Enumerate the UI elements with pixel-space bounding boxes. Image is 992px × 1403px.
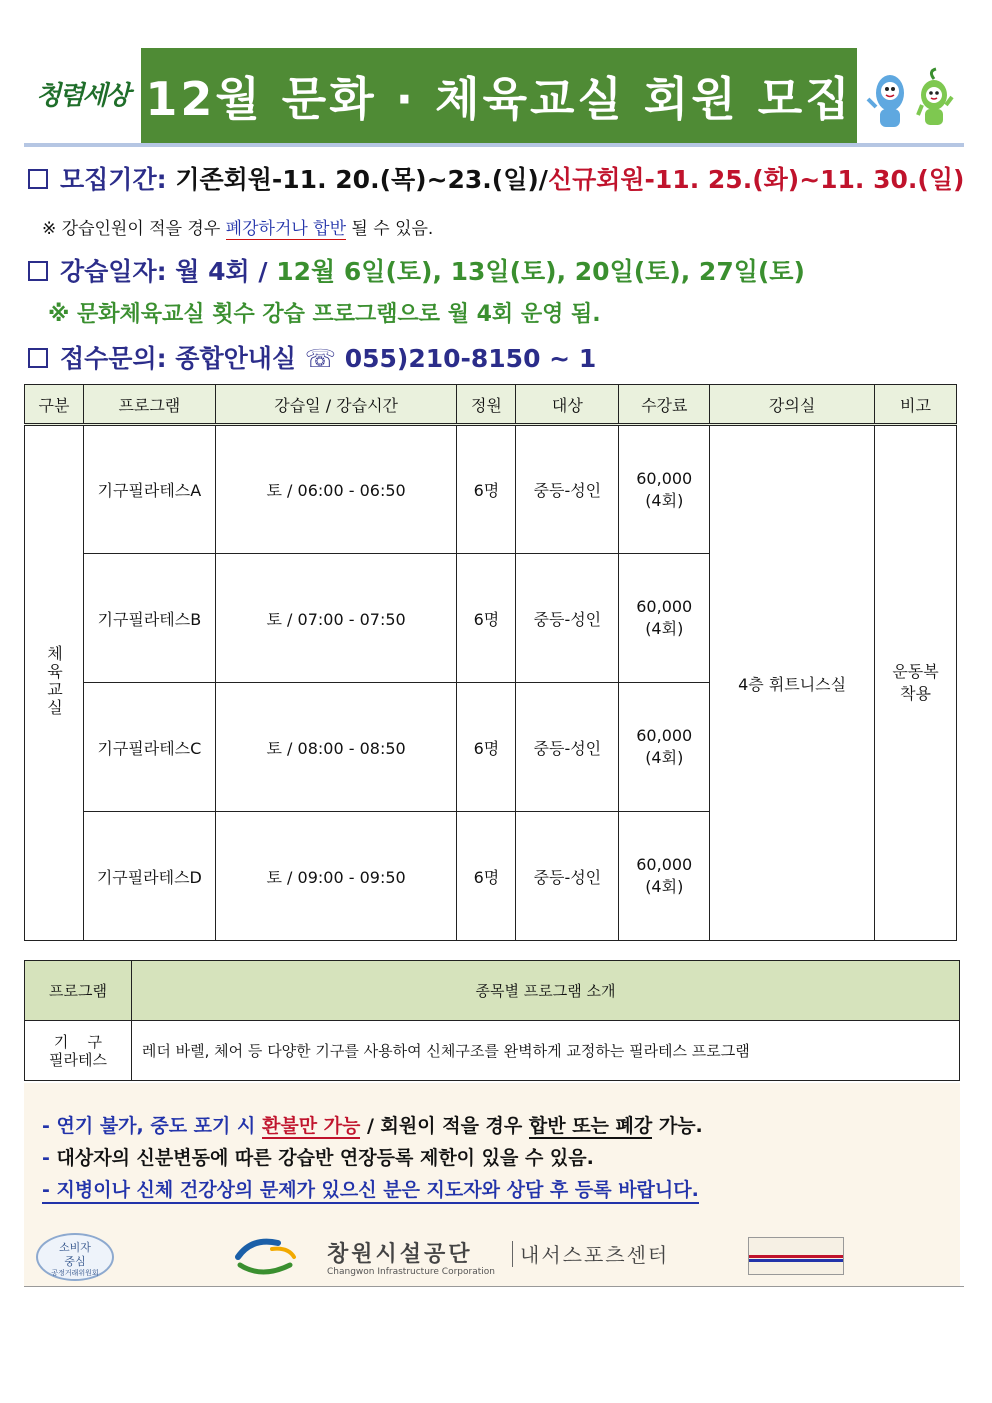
notice-line-health: - 지병이나 신체 건강상의 문제가 있으신 분은 지도자와 상담 후 등록 바랍니다. bbox=[42, 1175, 699, 1204]
table-row bbox=[25, 425, 957, 554]
header-divider bbox=[24, 143, 964, 147]
consumer-line2: 중심 bbox=[64, 1254, 86, 1268]
certification-mark-icon bbox=[748, 1237, 844, 1275]
intro-header-program: 프로그램 bbox=[25, 961, 132, 1021]
fee-amount: 60,000 bbox=[636, 597, 693, 616]
target-cell: 중등-성인 bbox=[516, 812, 619, 941]
checkbox-square-icon bbox=[28, 169, 48, 189]
room-cell: 4층 휘트니스실 bbox=[710, 425, 875, 941]
fee-cell bbox=[619, 425, 710, 554]
consumer-line1: 소비자 bbox=[59, 1241, 91, 1254]
capacity-cell: 6명 bbox=[457, 554, 516, 683]
col-header-room: 강의실 bbox=[710, 385, 875, 425]
fee-note: (4회) bbox=[645, 490, 684, 510]
corporation-name: 창원시설공단 bbox=[327, 1242, 473, 1267]
col-header-capacity: 정원 bbox=[457, 385, 516, 425]
intro-program-name bbox=[25, 1021, 132, 1081]
capacity-cell: 6명 bbox=[457, 812, 516, 941]
schedule-label: 강습일자: 월 4회 / bbox=[60, 257, 268, 286]
contact-text: 접수문의: 종합안내실 ☏ 055)210-8150 ~ 1 bbox=[60, 344, 597, 373]
notice-box bbox=[24, 1083, 960, 1286]
time-cell: 토 / 06:00 - 06:50 bbox=[215, 425, 457, 554]
recruitment-period bbox=[28, 160, 964, 196]
col-header-target: 대상 bbox=[516, 385, 619, 425]
logo-text: 청렴세상 bbox=[36, 81, 129, 111]
intro-header-intro: 종목별 프로그램 소개 bbox=[131, 961, 959, 1021]
corporation-emblem-icon bbox=[232, 1235, 312, 1281]
capacity-cell: 6명 bbox=[457, 683, 516, 812]
notice2-text: 대상자의 신분변동에 따른 강습반 연장등록 제한이 있을 수 있음. bbox=[56, 1147, 594, 1169]
col-header-program: 프로그램 bbox=[83, 385, 215, 425]
col-header-time: 강습일 / 강습시간 bbox=[215, 385, 457, 425]
category-text: 체육교실 bbox=[44, 645, 64, 717]
operation-note: ※ 문화체육교실 횟수 강습 프로그램으로 월 4회 운영 됨. bbox=[48, 302, 601, 327]
program-cell: 기구필라테스B bbox=[83, 554, 215, 683]
notice1-red: 환불만 가능 bbox=[261, 1115, 361, 1137]
contact-info bbox=[28, 339, 596, 375]
program-cell: 기구필라테스D bbox=[83, 812, 215, 941]
fee-amount: 60,000 bbox=[636, 855, 693, 874]
col-header-category: 구분 bbox=[25, 385, 84, 425]
period-new: 신규회원-11. 25.(화)~11. 30.(일) bbox=[547, 165, 965, 194]
schedule-dates: 12월 6일(토), 13일(토), 20일(토), 27일(토) bbox=[267, 257, 805, 286]
note1-prefix: ※ 강습인원이 적을 경우 bbox=[42, 219, 226, 239]
title-banner bbox=[141, 48, 857, 143]
page-header bbox=[24, 45, 964, 145]
notice1-b: / 회원이 적을 경우 bbox=[360, 1115, 529, 1137]
fee-amount: 60,000 bbox=[636, 468, 693, 488]
cert-stripe-red bbox=[749, 1255, 843, 1258]
period-existing: 기존회원-11. 20.(목)~23.(일)/ bbox=[166, 165, 548, 194]
notice1-c: 가능. bbox=[652, 1115, 703, 1137]
program-intro-table bbox=[24, 960, 960, 1081]
period-label: 모집기간: bbox=[60, 165, 167, 194]
checkbox-square-icon bbox=[28, 261, 48, 281]
intro-header-row bbox=[25, 961, 960, 1021]
fee-note: (4회) bbox=[645, 748, 684, 767]
mascot-illustration bbox=[862, 65, 962, 135]
logo-divider bbox=[512, 1241, 513, 1267]
class-schedule bbox=[28, 252, 805, 288]
page-title: 12월 문화 · 체육교실 회원 모집 bbox=[145, 71, 853, 126]
fee-note: (4회) bbox=[645, 619, 684, 638]
footer-logos bbox=[24, 1233, 960, 1283]
note1-suffix: 될 수 있음. bbox=[346, 219, 434, 239]
remark-cell bbox=[875, 425, 957, 941]
notice1-a: - 연기 불가, 중도 포기 시 bbox=[42, 1115, 262, 1137]
clean-world-logo bbox=[36, 75, 146, 125]
checkbox-square-icon bbox=[28, 348, 48, 368]
fee-note: (4회) bbox=[645, 877, 684, 896]
target-cell: 중등-성인 bbox=[516, 425, 619, 554]
small-class-note bbox=[42, 214, 433, 239]
category-cell bbox=[25, 425, 84, 941]
fee-cell bbox=[619, 683, 710, 812]
fee-amount: 60,000 bbox=[636, 726, 693, 745]
table-header-row bbox=[25, 385, 957, 425]
time-cell: 토 / 09:00 - 09:50 bbox=[215, 812, 457, 941]
fee-cell bbox=[619, 554, 710, 683]
table-row bbox=[25, 1021, 960, 1081]
time-cell: 토 / 07:00 - 07:50 bbox=[215, 554, 457, 683]
corporation-english-name: Changwon Infrastructure Corporation bbox=[327, 1267, 495, 1277]
col-header-fee: 수강료 bbox=[619, 385, 710, 425]
intro-name-line1: 기 구 bbox=[53, 1032, 102, 1051]
intro-name-line2: 필라테스 bbox=[48, 1050, 107, 1069]
cert-stripe-blue bbox=[749, 1259, 843, 1262]
consumer-small: 공정거래위원회 bbox=[51, 1268, 99, 1277]
bottom-divider bbox=[24, 1286, 964, 1287]
notice-line-refund bbox=[42, 1111, 703, 1138]
intro-description: 레더 바렐, 체어 등 다양한 기구를 사용하여 신체구조를 완벽하게 교정하는 필라테스 프로그램 bbox=[131, 1021, 959, 1081]
note1-underlined: 폐강하거나 합반 bbox=[225, 219, 347, 239]
class-schedule-table bbox=[24, 384, 957, 941]
notice-line-extension bbox=[42, 1143, 594, 1170]
program-cell: 기구필라테스A bbox=[83, 425, 215, 554]
notice1-u: 합반 또는 폐강 bbox=[528, 1115, 653, 1137]
target-cell: 중등-성인 bbox=[516, 554, 619, 683]
corporation-logo bbox=[232, 1235, 672, 1281]
remark-text: 운동복 착용 bbox=[892, 661, 939, 703]
fee-cell bbox=[619, 812, 710, 941]
capacity-cell: 6명 bbox=[457, 425, 516, 554]
sports-center-name: 내서스포츠센터 bbox=[520, 1243, 670, 1267]
program-cell: 기구필라테스C bbox=[83, 683, 215, 812]
time-cell: 토 / 08:00 - 08:50 bbox=[215, 683, 457, 812]
col-header-remark: 비고 bbox=[875, 385, 957, 425]
consumer-centered-badge bbox=[36, 1233, 114, 1281]
notice2-dash: - bbox=[42, 1147, 57, 1169]
target-cell: 중등-성인 bbox=[516, 683, 619, 812]
